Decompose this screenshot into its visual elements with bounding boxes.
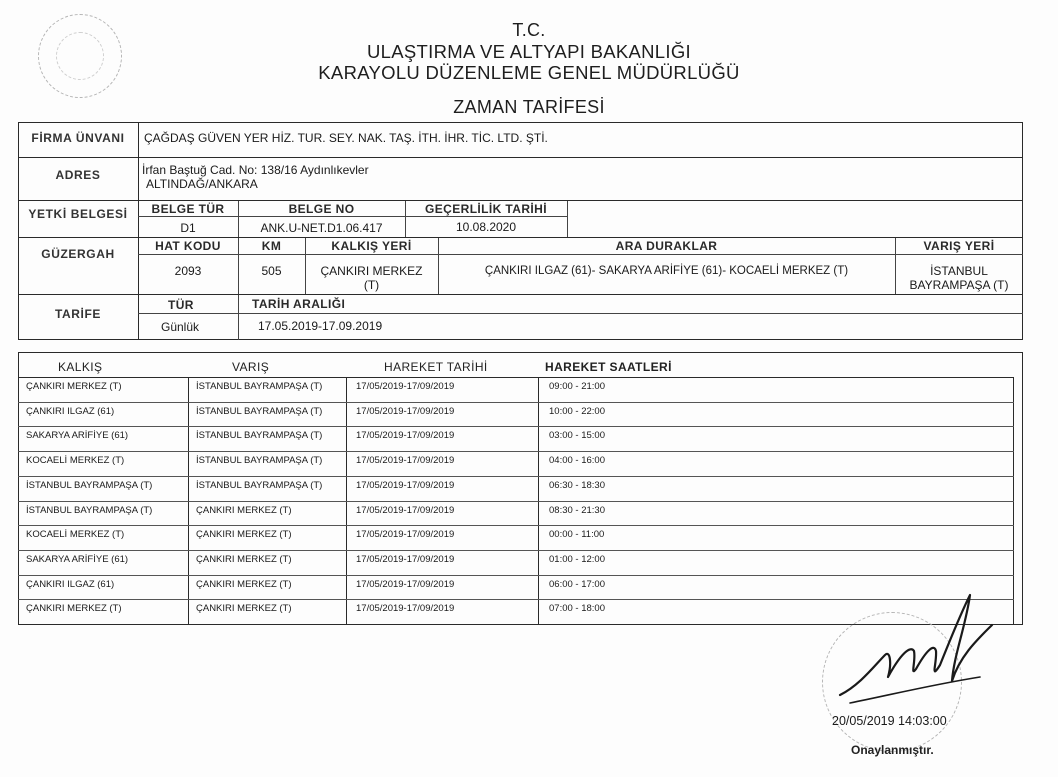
address-line1: İrfan Baştuğ Cad. No: 138/16 Aydınlıkevler xyxy=(142,163,369,177)
cell-from: SAKARYA ARİFİYE (61) xyxy=(26,430,129,442)
address-label: ADRES xyxy=(55,168,101,182)
arrival-value-line2: BAYRAMPAŞA (T) xyxy=(909,278,1009,292)
cell-date: 17/05/2019-17/09/2019 xyxy=(356,479,455,491)
cell-from: ÇANKIRI MERKEZ (T) xyxy=(26,603,122,615)
row-divider xyxy=(18,525,1014,526)
km-header: KM xyxy=(261,239,282,253)
cell-times: 08:30 - 21:30 xyxy=(549,504,605,516)
header-ministry: ULAŞTIRMA VE ALTYAPI BAKANLIĞI xyxy=(367,41,691,62)
line-code-header: HAT KODU xyxy=(155,239,221,253)
col-header-times: HAREKET SAATLERİ xyxy=(545,360,672,374)
approval-timestamp: 20/05/2019 14:03:00 xyxy=(832,714,947,728)
cell-times: 06:00 - 17:00 xyxy=(549,578,605,590)
cell-to: ÇANKIRI MERKEZ (T) xyxy=(196,603,292,615)
cell-times: 03:00 - 15:00 xyxy=(549,430,605,442)
cell-date: 17/05/2019-17/09/2019 xyxy=(356,504,455,516)
cell-from: KOCAELİ MERKEZ (T) xyxy=(26,529,125,541)
row-divider xyxy=(18,451,1014,452)
cell-times: 04:00 - 16:00 xyxy=(549,455,605,467)
tariff-label: TARİFE xyxy=(54,307,102,321)
cell-times: 00:00 - 11:00 xyxy=(549,529,605,541)
cell-from: SAKARYA ARİFİYE (61) xyxy=(26,553,129,565)
tariff-range-header: TARİH ARALIĞI xyxy=(252,297,346,311)
row-divider xyxy=(18,476,1014,477)
row-divider xyxy=(18,402,1014,403)
cell-to: ÇANKIRI MERKEZ (T) xyxy=(196,553,292,565)
cell-date: 17/05/2019-17/09/2019 xyxy=(356,405,455,417)
approved-text: Onaylanmıştır. xyxy=(851,743,934,757)
tariff-type-header: TÜR xyxy=(168,298,194,312)
stops-value: ÇANKIRI ILGAZ (61)- SAKARYA ARİFİYE (61)- KOCAELİ MERKEZ (T) xyxy=(484,265,849,277)
permit-valid-value: 10.08.2020 xyxy=(455,220,517,234)
km-value: 505 xyxy=(261,264,282,278)
cell-to: ÇANKIRI MERKEZ (T) xyxy=(196,578,292,590)
document-title: ZAMAN TARİFESİ xyxy=(453,97,605,117)
tariff-type-value: Günlük xyxy=(161,320,200,334)
cell-to: İSTANBUL BAYRAMPAŞA (T) xyxy=(196,381,323,392)
cell-to: İSTANBUL BAYRAMPAŞA (T) xyxy=(196,405,323,417)
departure-value-line2: (T) xyxy=(363,278,380,292)
col-header-date: HAREKET TARİHİ xyxy=(384,360,488,374)
header-tc: T.C. xyxy=(512,20,546,40)
cell-date: 17/05/2019-17/09/2019 xyxy=(356,381,455,392)
cell-times: 07:00 - 18:00 xyxy=(549,603,605,615)
cell-from: ÇANKIRI ILGAZ (61) xyxy=(26,578,115,590)
cell-to: ÇANKIRI MERKEZ (T) xyxy=(196,504,292,516)
cell-to: İSTANBUL BAYRAMPAŞA (T) xyxy=(196,479,323,491)
row-divider xyxy=(18,550,1014,551)
line-code-value: 2093 xyxy=(174,264,202,278)
cell-times: 01:00 - 12:00 xyxy=(549,553,605,565)
col-header-from: KALKIŞ xyxy=(58,360,103,374)
tariff-range-value: 17.05.2019-17.09.2019 xyxy=(258,319,383,333)
row-divider xyxy=(18,575,1014,576)
cell-from: ÇANKIRI ILGAZ (61) xyxy=(26,405,115,417)
row-divider xyxy=(18,501,1014,502)
route-label: GÜZERGAH xyxy=(41,247,115,261)
header-directorate: KARAYOLU DÜZENLEME GENEL MÜDÜRLÜĞÜ xyxy=(318,62,740,83)
departure-value-line1: ÇANKIRI MERKEZ xyxy=(320,264,423,278)
cell-date: 17/05/2019-17/09/2019 xyxy=(356,455,455,467)
cell-from: KOCAELİ MERKEZ (T) xyxy=(26,455,125,467)
departure-header: KALKIŞ YERİ xyxy=(331,239,412,253)
cell-to: İSTANBUL BAYRAMPAŞA (T) xyxy=(196,430,323,442)
cell-date: 17/05/2019-17/09/2019 xyxy=(356,553,455,565)
cell-from: ÇANKIRI MERKEZ (T) xyxy=(26,381,122,392)
cell-times: 10:00 - 22:00 xyxy=(549,405,605,417)
cell-date: 17/05/2019-17/09/2019 xyxy=(356,529,455,541)
cell-to: İSTANBUL BAYRAMPAŞA (T) xyxy=(196,455,323,467)
signature-icon xyxy=(830,585,1000,725)
cell-to: ÇANKIRI MERKEZ (T) xyxy=(196,529,292,541)
permit-type-value: D1 xyxy=(180,221,196,235)
row-divider xyxy=(18,426,1014,427)
cell-date: 17/05/2019-17/09/2019 xyxy=(356,578,455,590)
permit-no-header: BELGE NO xyxy=(288,202,355,216)
col-header-to: VARIŞ xyxy=(232,360,270,374)
firm-label: FİRMA ÜNVANI xyxy=(31,131,125,145)
arrival-value-line1: İSTANBUL xyxy=(930,264,988,278)
arrival-header: VARIŞ YERİ xyxy=(923,239,995,253)
cell-date: 17/05/2019-17/09/2019 xyxy=(356,603,455,615)
permit-type-header: BELGE TÜR xyxy=(151,202,225,216)
stops-header: ARA DURAKLAR xyxy=(615,239,718,253)
address-line2: ALTINDAĞ/ANKARA xyxy=(146,177,258,191)
permit-no-value: ANK.U-NET.D1.06.417 xyxy=(260,221,383,235)
firm-value: ÇAĞDAŞ GÜVEN YER HİZ. TUR. SEY. NAK. TAŞ. İTH. İHR. TİC. LTD. ŞTİ. xyxy=(144,131,548,145)
permit-valid-header: GEÇERLİLİK TARİHİ xyxy=(425,202,547,216)
cell-times: 09:00 - 21:00 xyxy=(549,381,605,392)
cell-from: İSTANBUL BAYRAMPAŞA (T) xyxy=(26,504,153,516)
cell-date: 17/05/2019-17/09/2019 xyxy=(356,430,455,442)
permit-label: YETKİ BELGESİ xyxy=(28,207,128,221)
cell-from: İSTANBUL BAYRAMPAŞA (T) xyxy=(26,479,153,491)
cell-times: 06:30 - 18:30 xyxy=(549,479,605,491)
